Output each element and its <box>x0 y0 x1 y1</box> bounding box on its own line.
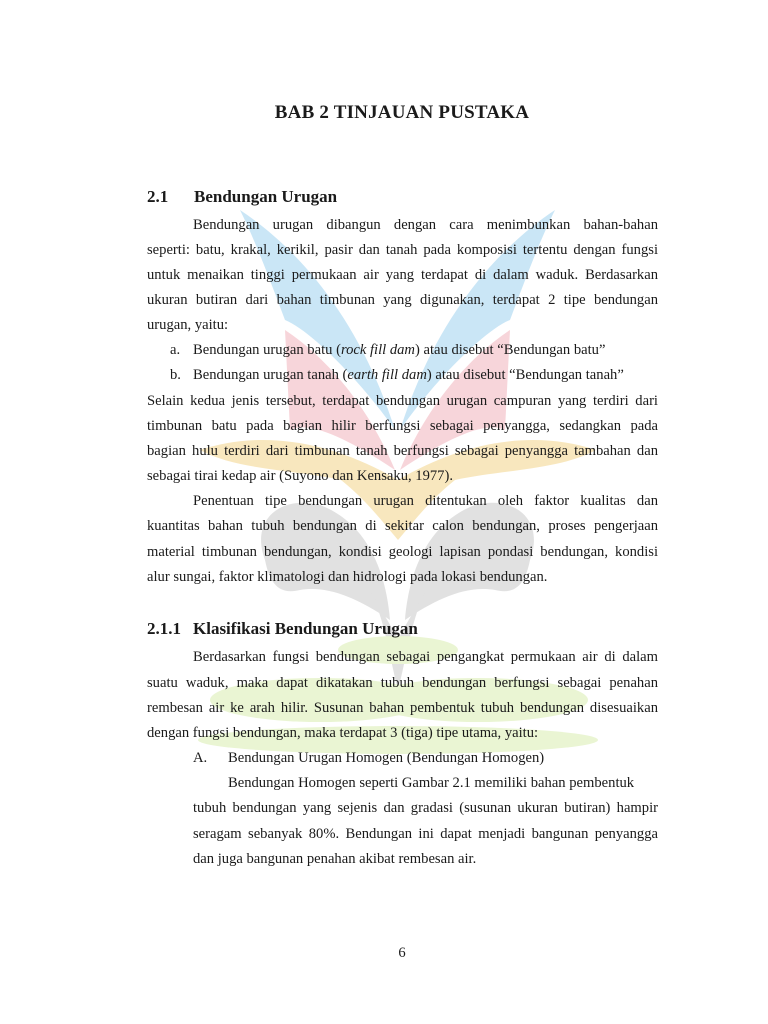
list-text: ) atau disebut “Bendungan tanah” <box>426 367 624 383</box>
paragraph-line: Penentuan tipe bendungan urugan ditentukan oleh faktor kualitas dan <box>193 493 658 509</box>
paragraph-line: seragam sebanyak 80%. Bendungan ini dapat menjadi bangunan penyangga <box>193 826 658 842</box>
paragraph-line: untuk menaikan tinggi permukaan air yang terdapat di dalam waduk. Berdasarkan <box>147 267 658 283</box>
list-italic-term: earth fill dam <box>347 367 427 383</box>
paragraph-line: Berdasarkan fungsi bendungan sebagai pengangkat permukaan air di dalam <box>193 649 658 665</box>
paragraph-line: Bendungan urugan dibangun dengan cara menimbunkan bahan-bahan <box>193 217 658 233</box>
list-item-a <box>193 341 605 359</box>
list-marker: a. <box>170 342 181 358</box>
page-number: 6 <box>398 945 406 961</box>
paragraph-line: urugan, yaitu: <box>147 317 229 333</box>
section-heading-2-1-1 <box>147 619 418 639</box>
paragraph-line: bagian hulu terdiri dari timbunan tanah berfungsi sebagai penyangga tambahan dan <box>147 443 658 459</box>
paragraph-line: sebagai tirai kedap air (Suyono dan Kensaku, 1977). <box>147 468 453 484</box>
paragraph-line: seperti: batu, krakal, kerikil, pasir dan tanah pada komposisi tertentu dengan fungsi <box>147 242 658 258</box>
list-italic-term: rock fill dam <box>340 342 415 358</box>
paragraph-line: tubuh bendungan yang sejenis dan gradasi (susunan ukuran butiran) hampir <box>193 800 658 816</box>
list-text: Bendungan urugan tanah ( <box>193 367 348 383</box>
section-title: Bendungan Urugan <box>194 187 338 206</box>
paragraph-line: ukuran butiran dari bahan timbunan yang digunakan, terdapat 2 tipe bendungan <box>147 292 658 308</box>
section-number: 2.1 <box>147 187 169 206</box>
paragraph-line: rembesan air ke arah hilir. Susunan bahan pembentuk tubuh bendungan disesuaikan <box>147 700 658 716</box>
section-title: Klasifikasi Bendungan Urugan <box>193 619 418 638</box>
paragraph-line: Selain kedua jenis tersebut, terdapat bendungan urugan campuran yang terdiri dari <box>147 393 658 409</box>
paragraph-line: kuantitas bahan tubuh bendungan di sekitar calon bendungan, proses pengerjaan <box>147 518 658 534</box>
section-number: 2.1.1 <box>147 619 181 638</box>
paragraph-line: alur sungai, faktor klimatologi dan hidrologi pada lokasi bendungan. <box>147 569 548 585</box>
list-text: Bendungan urugan batu ( <box>193 342 341 358</box>
paragraph-line: Bendungan Homogen seperti Gambar 2.1 memiliki bahan pembentuk <box>228 775 635 791</box>
paragraph-line: dengan fungsi bendungan, maka terdapat 3 (tiga) tipe utama, yaitu: <box>147 725 539 741</box>
section-heading-2-1 <box>147 187 338 207</box>
chapter-title: BAB 2 TINJAUAN PUSTAKA <box>274 102 530 123</box>
paragraph-line: dan juga bangunan penahan akibat rembesan air. <box>193 851 477 867</box>
list-marker: b. <box>170 367 181 383</box>
list-item-b <box>193 366 624 384</box>
list-text: ) atau disebut “Bendungan batu” <box>414 342 606 358</box>
list-item-A: Bendungan Urugan Homogen (Bendungan Homogen) <box>228 750 545 766</box>
paragraph-line: material timbunan bendungan, kondisi geologi lapisan pondasi bendungan, kondisi <box>147 544 658 560</box>
list-marker: A. <box>193 750 208 766</box>
paragraph-line: suatu waduk, maka dapat dikatakan tubuh bendungan berfungsi sebagai penahan <box>147 675 658 691</box>
paragraph-line: timbunan batu pada bagian hilir berfungsi sebagai penyangga, sedangkan pada <box>147 418 658 434</box>
